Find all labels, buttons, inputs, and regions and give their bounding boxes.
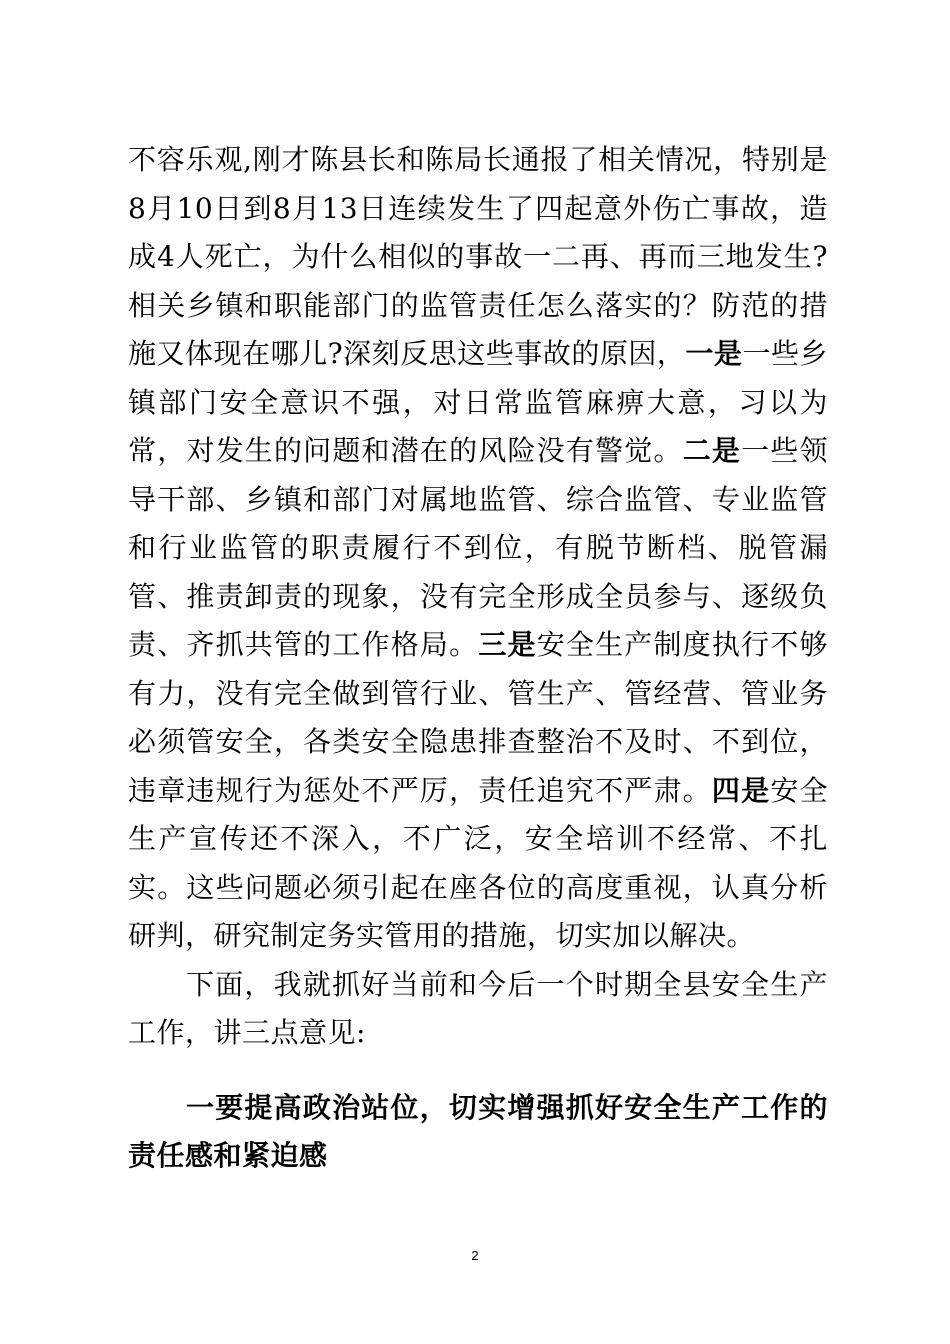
paragraph-intro: 下面，我就抓好当前和今后一个时期全县安全生产工作，讲三点意见:	[128, 967, 828, 1049]
keyword-second: 二是	[682, 434, 742, 467]
body-text	[128, 136, 828, 1058]
paragraph-text: 安全生产宣传还不深入，不广泛，安全培训不经常、不扎实。这些问题必须引起在座各位的高度重视，认真分析研判，研究制定务实管用的措施，切实加以解决。	[128, 773, 828, 952]
paragraph-text: 一些乡镇部门安全意识不强，对日常监管麻痹大意，习以为常，对发生的问题和潜在的风险没有警觉。	[128, 337, 828, 467]
paragraph-accident-analysis	[128, 136, 828, 961]
keyword-third: 三是	[478, 628, 537, 661]
keyword-first: 一是	[685, 337, 743, 370]
paragraph-text: 一些领导干部、乡镇和部门对属地监管、综合监管、专业监管和行业监管的职责履行不到位，有脱节断档、脱管漏管、推责卸责的现象，没有完全形成全员参与、逐级负责、齐抓共管的工作格局。	[128, 434, 828, 661]
section-heading: 一要提高政治站位，切实增强抓好安全生产工作的责任感和紧迫感	[128, 1091, 828, 1172]
keyword-fourth: 四是	[711, 773, 771, 807]
paragraph-text: 安全生产制度执行不够有力，没有完全做到管行业、管生产、管经营、管业务必须管安全，各类安全隐患排查整治不及时、不到位，违章违规行为惩处不严厉，责任追究不严肃。	[128, 628, 828, 807]
page-number: 2	[471, 1248, 479, 1263]
paragraph-text: 不容乐观,刚才陈县长和陈局长通报了相关情况，特别是8月10日到8月13日连续发生了四起意外伤亡事故，造成4人死亡，为什么相似的事故一二再、再而三地发生?相关乡镇和职能部门的监管责任怎么落实的？防范的措施又体现在哪儿?深刻反思这些事故的原因，	[128, 143, 828, 370]
